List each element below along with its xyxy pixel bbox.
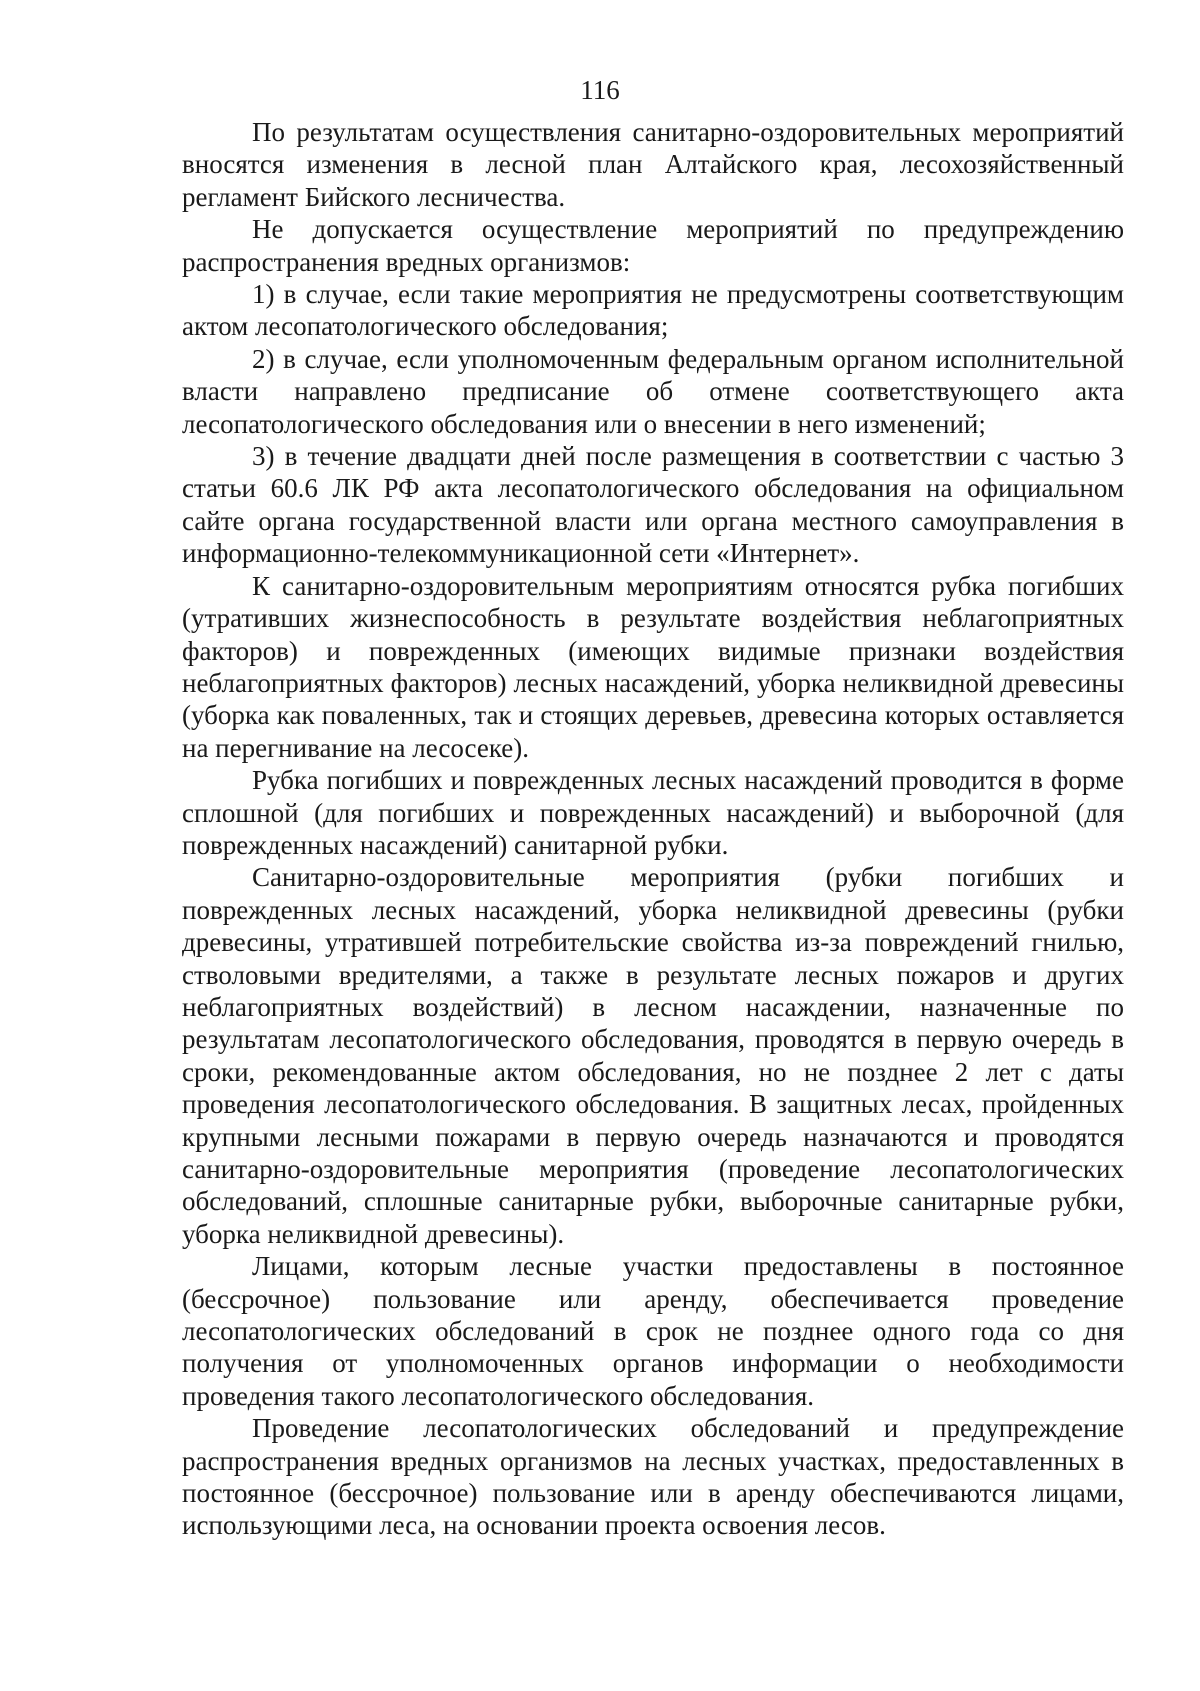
paragraph-not-allowed: Не допускается осуществление мероприятий по предупреждению распространения вредных организмов: xyxy=(182,214,1124,277)
paragraph-measures-timing: Санитарно-оздоровительные мероприятия (рубки погибших и поврежденных лесных насаждений, уборка неликвидной древесины (рубки древесины, утратившей потребительские свойства из-за повреждений гнилью, стволовыми вредителями, а также в результате лесных пожаров и других неблагоприятных воздействий) в лесном насаждении, назначенные по результатам лесопатологического обследования, проводятся в первую очередь в сроки, рекомендованные актом обследования, но не позднее 2 лет с даты проведения лесопатологического обследования. В защитных лесах, пройденных крупными лесными пожарами в первую очередь назначаются и проводятся санитарно-оздоровительные мероприятия (проведение лесопатологических обследований, сплошные санитарные рубки, выборочные санитарные рубки, уборка неликвидной древесины). xyxy=(182,862,1124,1249)
list-item-1: 1) в случае, если такие мероприятия не предусмотрены соответствующим актом лесопатологического обследования; xyxy=(182,279,1124,342)
paragraph-results-changes: По результатам осуществления санитарно-оздоровительных мероприятий вносятся изменения в лесной план Алтайского края, лесохозяйственный регламент Бийского лесничества. xyxy=(182,117,1124,212)
list-item-3: 3) в течение двадцати дней после размещения в соответствии с частью 3 статьи 60.6 ЛК РФ акта лесопатологического обследования на официальном сайте органа государственной власти или органа местного самоуправления в информационно-телекоммуникационной сети «Интернет». xyxy=(182,441,1124,569)
list-item-2: 2) в случае, если уполномоченным федеральным органом исполнительной власти направлено предписание об отмене соответствующего акта лесопатологического обследования или о внесении в него изменений; xyxy=(182,343,1124,439)
paragraph-measures-definition: К санитарно-оздоровительным мероприятиям относятся рубка погибших (утративших жизнеспособность в результате воздействия неблагоприятных факторов) и поврежденных (имеющих видимые признаки воздействия неблагоприятных факторов) лесных насаждений, уборка неликвидной древесины (уборка как поваленных, так и стоящих деревьев, древесина которых оставляется на перегнивание на лесосеке). xyxy=(182,570,1124,763)
paragraph-lessees-obligations: Лицами, которым лесные участки предоставлены в постоянное (бессрочное) пользование или аренду, обеспечивается проведение лесопатологических обследований в срок не позднее одного года со дня получения от уполномоченных органов информации о необходимости проведения такого лесопатологического обследования. xyxy=(182,1251,1124,1411)
document-body xyxy=(182,116,1124,1542)
paragraph-felling-forms: Рубка погибших и поврежденных лесных насаждений проводится в форме сплошной (для погибших и поврежденных насаждений) и выборочной (для поврежденных насаждений) санитарной рубки. xyxy=(182,765,1124,860)
paragraph-surveys-provision: Проведение лесопатологических обследований и предупреждение распространения вредных организмов на лесных участках, предоставленных в постоянное (бессрочное) пользование или в аренду обеспечиваются лицами, использующими леса, на основании проекта освоения лесов. xyxy=(182,1413,1124,1541)
page-number: 116 xyxy=(580,75,620,105)
